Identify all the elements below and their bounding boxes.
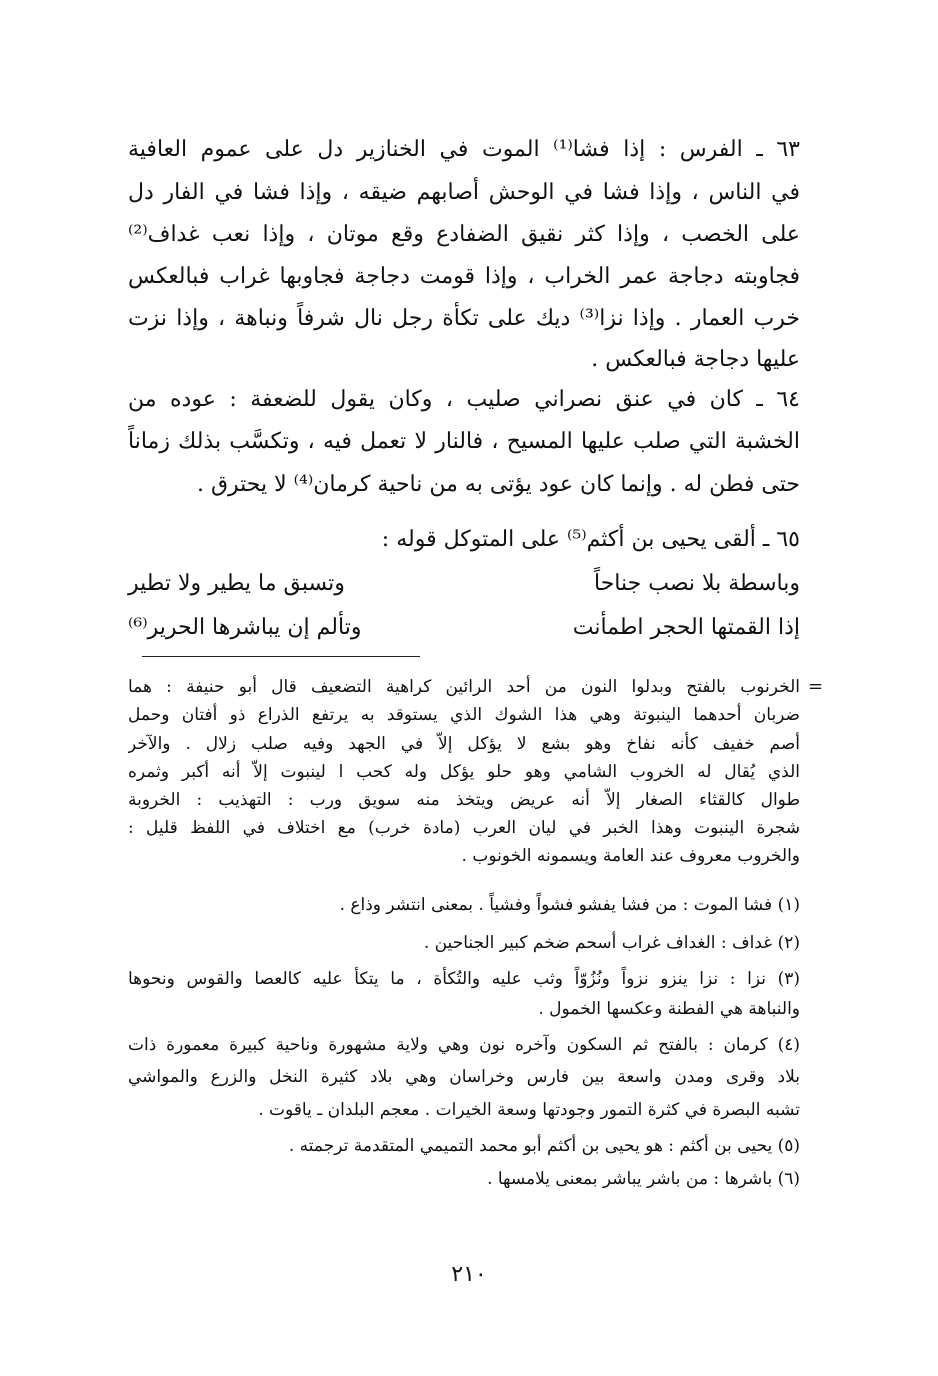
- footnote-3-continued: والنباهة هي الفطنة وعكسها الخمول .: [538, 999, 800, 1019]
- poem-intro: ٦٥ ـ ألقى يحيى بن أكثم⁽⁵⁾ على المتوكل قوله :: [381, 527, 800, 552]
- continuation-note-line: طوال كالقثاء الصغار إلاّ أنه عريض ويتخذ منه سويق ورب : التهذيب : الخروبة: [128, 790, 800, 810]
- verse-line: [128, 606, 800, 650]
- continuation-marker: =: [808, 676, 824, 697]
- paragraph-64-line: ٦٤ ـ كان في عنق نصراني صليب ، وكان يقول للضعفة : عوده من: [128, 387, 800, 412]
- paragraph-63-line: على الخصب ، وإذا كثر نقيق الضفادع وقع موتان ، وإذا نعب غداف⁽²⁾: [128, 222, 800, 247]
- paragraph-63-line: فجاوبته دجاجة عمر الخراب ، وإذا قومت دجاجة فجاوبها غراب فبالعكس: [128, 264, 800, 289]
- paragraph-63-line: خرب العمار . وإذا نزا⁽³⁾ ديك على تكأة رجل نال شرفاً ونباهة ، وإذا نزت: [128, 306, 800, 331]
- footnote-separator: [142, 656, 420, 657]
- continuation-note-line: ضربان أحدهما الينبوتة وهي هذا الشوك الذي يستوقد به يرتفع الذراع ذو أفتان وحمل: [128, 705, 800, 725]
- footnote-1: (١) فشا الموت : من فشا يفشو فشواً وفشياً . بمعنى انتشر وذاع .: [339, 895, 800, 915]
- continuation-note-line: أصم خفيف كأنه نفاخ وهو بشع لا يؤكل إلاّ في الجهد وفيه صلب زلال . والآخر: [128, 734, 800, 754]
- verse-second-hemistich: وتسبق ما يطير ولا تطير: [128, 571, 345, 596]
- paragraph-63-line: عليها دجاجة فبالعكس .: [591, 347, 800, 372]
- page-number: ٢١٠: [451, 1262, 487, 1287]
- footnote-6: (٦) باشرها : من باشر يباشر بمعنى يلامسها .: [487, 1169, 800, 1189]
- paragraph-63-line: ٦٣ ـ الفرس : إذا فشا⁽¹⁾ الموت في الخنازير دل على عموم العافية: [128, 137, 800, 162]
- paragraph-64-line: الخشبة التي صلب عليها المسيح ، فالنار لا تعمل فيه ، وتكسَّب بذلك زماناً: [128, 429, 800, 454]
- paragraph-63-line: في الناس ، وإذا فشا في الوحش أصابهم ضيقه ، وإذا فشا في الفار دل: [128, 180, 800, 205]
- paragraph-64-line: حتى فطن له . وإنما كان عود يؤتى به من ناحية كرمان⁽⁴⁾ لا يحترق .: [196, 472, 800, 497]
- verse-second-hemistich: وتألم إن يباشرها الحرير⁽⁶⁾: [128, 615, 362, 640]
- continuation-note-line: الخرنوب بالفتح وبدلوا النون من أحد الرائين كراهية التضعيف قال أبو حنيفة : هما: [128, 677, 800, 697]
- continuation-note-line: والخروب معروف عند العامة ويسمونه الخونوب .: [461, 846, 800, 866]
- footnote-2: (٢) غداف : الغداف غراب أسحم ضخم كبير الجناحين .: [423, 933, 800, 953]
- verse-line: [128, 562, 800, 606]
- footnote-5: (٥) يحيى بن أكثم : هو يحيى بن أكثم أبو محمد التميمي المتقدمة ترجمته .: [288, 1136, 800, 1156]
- verse-first-hemistich: إذا القمتها الحجر اطمأنت: [572, 615, 800, 640]
- footnote-4-continued: بلاد وقرى ومدن واسعة بين فارس وخراسان وهي بلاد كثيرة النخل والزرع والمواشي: [128, 1067, 800, 1087]
- footnote-4: (٤) كرمان : بالفتح ثم السكون وآخره نون وهي ولاية مشهورة وناحية كبيرة معمورة ذات: [128, 1035, 800, 1055]
- footnote-3: (٣) نزا : نزا ينزو نزواً ونُزُوّاً وثب عليه والتُكأة ، ما يتكأ عليه كالعصا والقوس ونحوها: [128, 969, 800, 989]
- continuation-note-line: الذي يُقال له الخروب الشامي وهو حلو يؤكل وله كحب ا لينبوت إلاّ أنه أكبر وثمره: [128, 762, 800, 782]
- footnote-4-continued: تشبه البصرة في كثرة التمور وجودتها وسعة الخيرات . معجم البلدان ـ ياقوت .: [258, 1100, 800, 1120]
- continuation-note-line: شجرة الينبوت وهذا الخبر في ليان العرب (مادة خرب) مع اختلاف في اللفظ قليل :: [128, 818, 800, 838]
- verse-first-hemistich: وباسطة بلا نصب جناحاً: [593, 571, 800, 596]
